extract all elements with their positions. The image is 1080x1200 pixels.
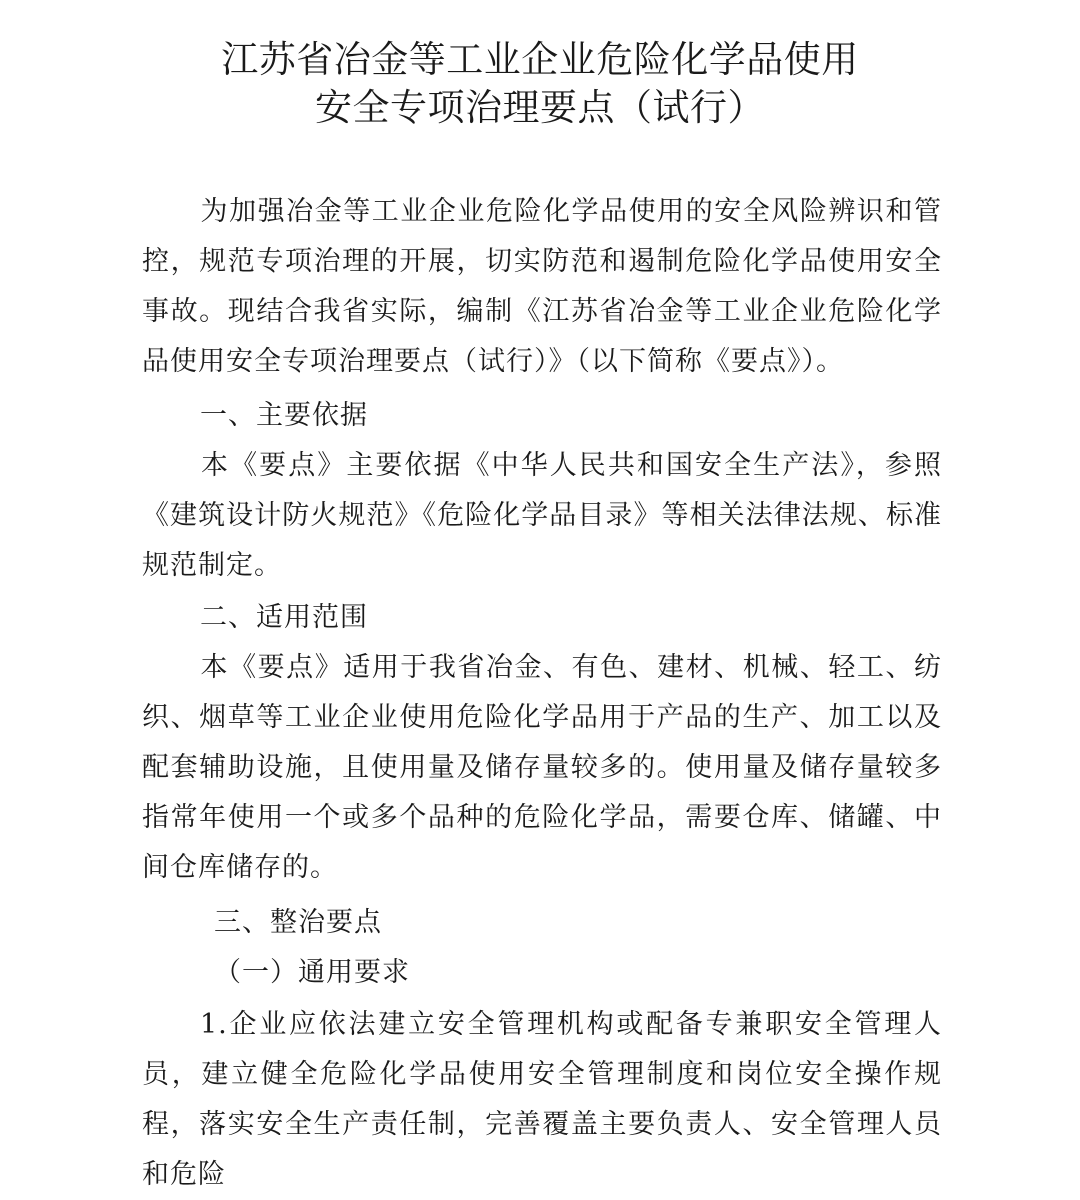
section-body-basis <box>142 441 942 591</box>
section-heading-key-points: 三、整治要点 <box>214 907 382 938</box>
section-heading-basis: 一、主要依据 <box>200 400 368 431</box>
section-body-scope-text: 本《要点》适用于我省冶金、有色、建材、机械、轻工、纺织、烟草等工业企业使用危险化学品用于产品的生产、加工以及配套辅助设施，且使用量及储存量较多的。使用量及储存量较多指常年使用一个或多个品种的危险化学品，需要仓库、储罐、中间仓库储存的。 <box>142 652 942 883</box>
section-body-general-text: 1.企业应依法建立安全管理机构或配备专兼职安全管理人员，建立健全危险化学品使用安全管理制度和岗位安全操作规程，落实安全生产责任制，完善覆盖主要负责人、安全管理人员和危险 <box>142 1009 942 1190</box>
section-body-general <box>142 1000 942 1200</box>
intro-text: 为加强冶金等工业企业危险化学品使用的安全风险辨识和管控，规范专项治理的开展，切实防范和遏制危险化学品使用安全事故。现结合我省实际，编制《江苏省冶金等工业企业危险化学品使用安全专项治理要点（试行）》（以下简称《要点》）。 <box>142 196 942 377</box>
subsection-heading-general: （一）通用要求 <box>214 957 410 988</box>
title-line-1: 江苏省冶金等工业企业危险化学品使用 <box>221 38 859 81</box>
title-line-2: 安全专项治理要点（试行） <box>315 86 765 129</box>
intro-paragraph <box>142 187 942 387</box>
section-heading-scope: 二、适用范围 <box>200 602 368 633</box>
section-body-scope <box>142 643 942 893</box>
section-body-basis-text: 本《要点》主要依据《中华人民共和国安全生产法》，参照《建筑设计防火规范》《危险化学品目录》等相关法律法规、标准规范制定。 <box>142 450 942 581</box>
